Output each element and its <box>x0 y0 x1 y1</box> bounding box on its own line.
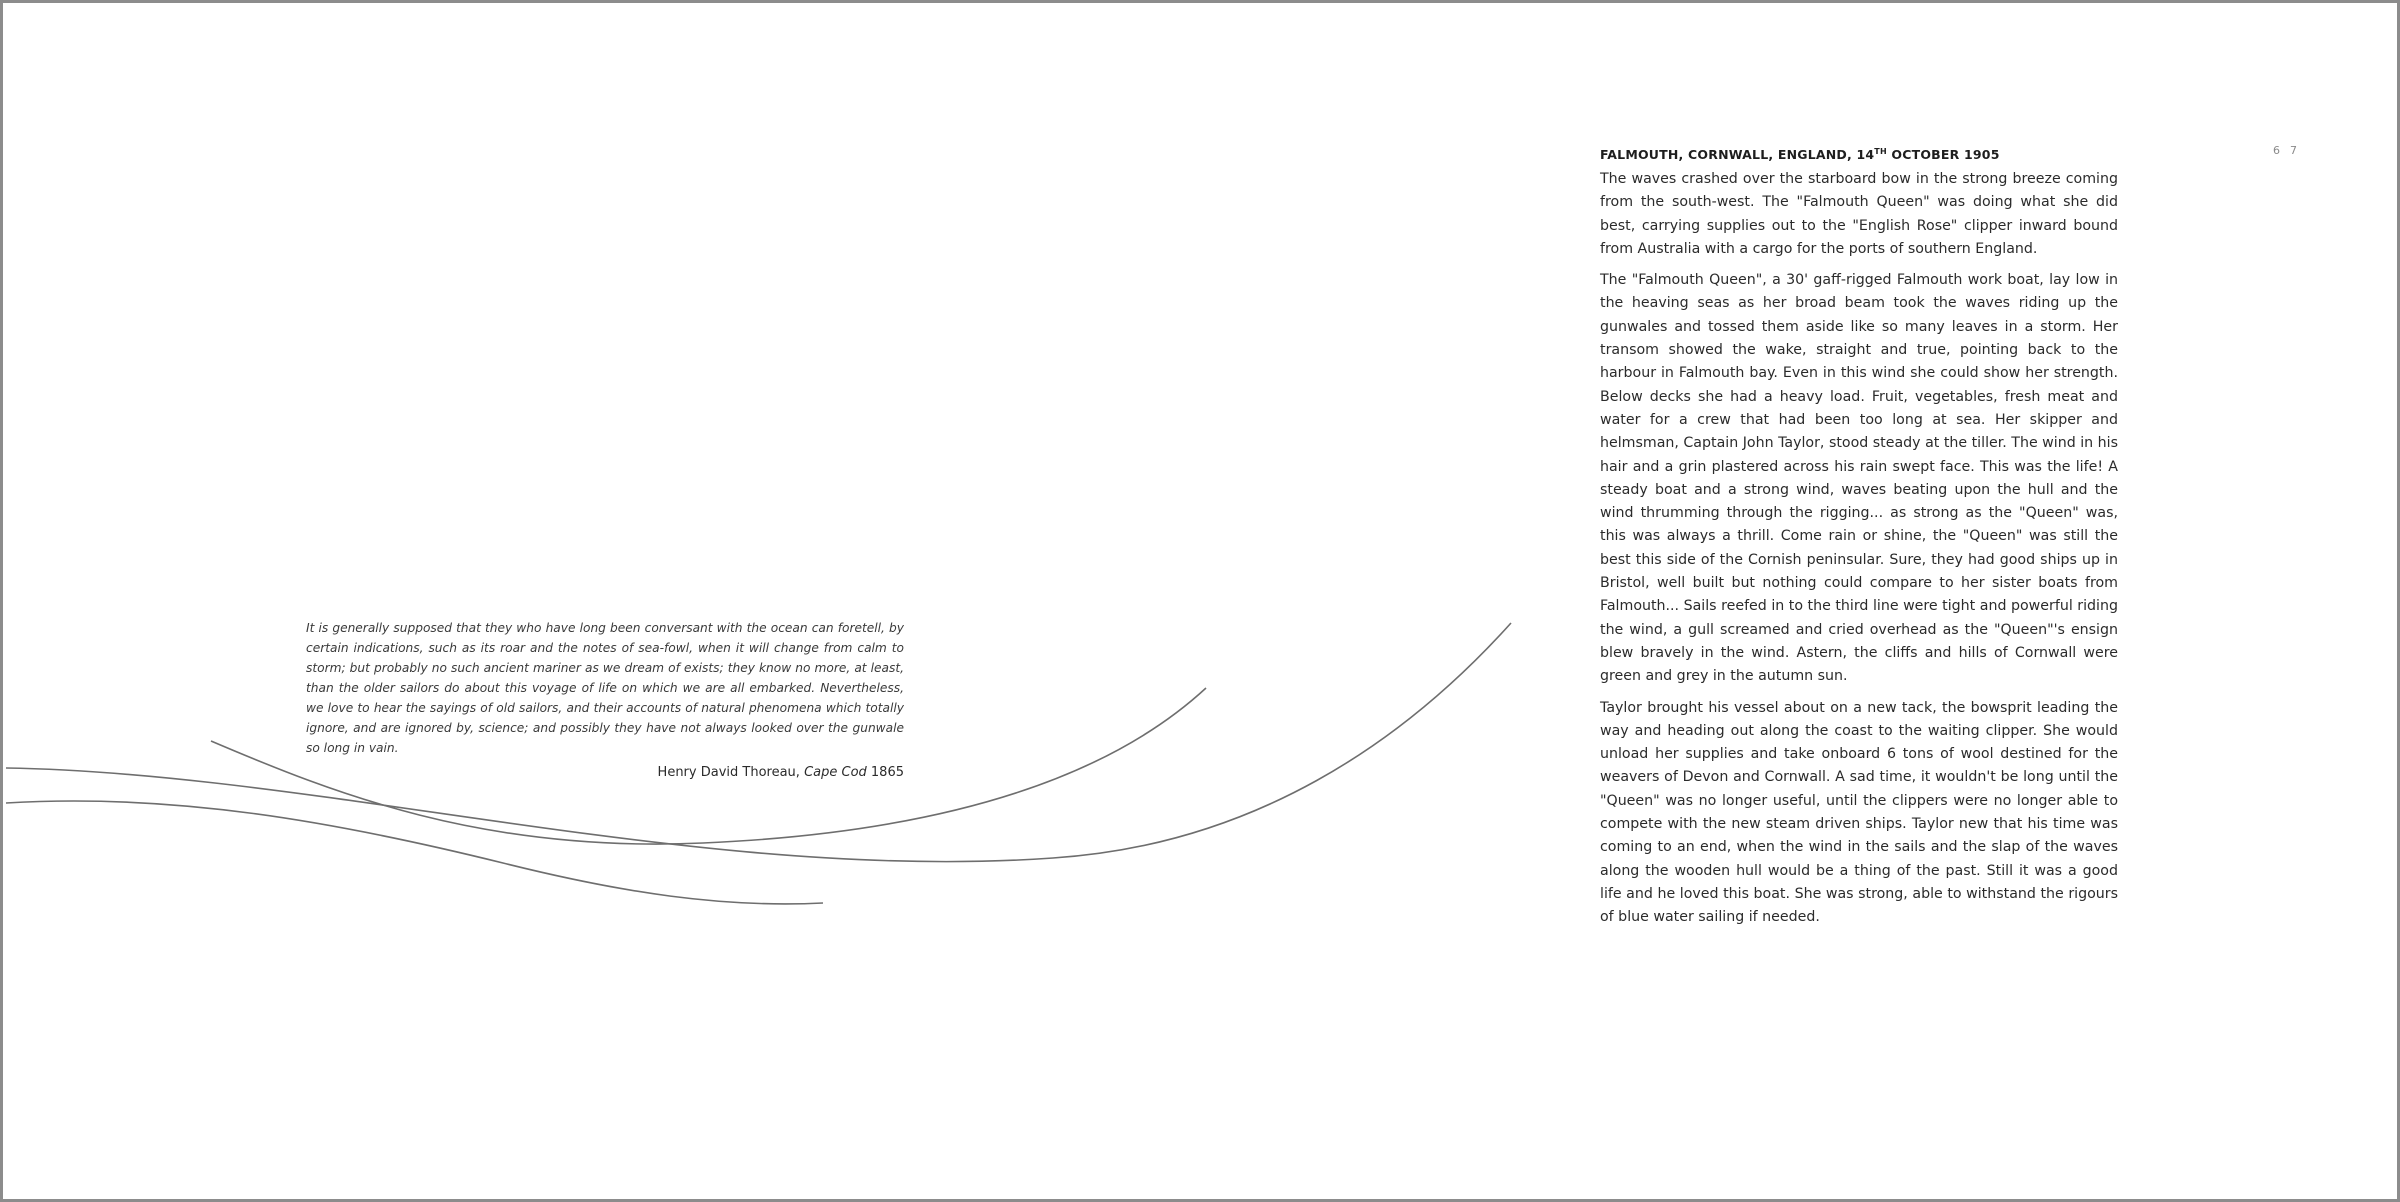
epigraph-quote <box>306 618 904 780</box>
story-column <box>1600 143 2118 938</box>
quote-attribution <box>306 765 904 780</box>
quote-text: It is generally supposed that they who have long been conversant with the ocean can foretell, by certain indications, such as its roar and the notes of sea-fowl, when it will change from calm to storm; but probably no such ancient mariner as we dream of exists; they know no more, at least, than the older sailors do about this voyage of life on which we are all embarked. Nevertheless, we love to hear the sayings of old sailors, and their accounts of natural phenomena which totally ignore, and are ignored by, science; and possibly they have not always looked over the gunwale so long in vain. <box>306 621 904 755</box>
story-paragraph-2: The "Falmouth Queen", a 30' gaff-rigged Falmouth work boat, lay low in the heaving seas as her broad beam took the waves riding up the gunwales and tossed them aside like so many leaves in a storm. Her transom showed the wake, straight and true, pointing back to the harbour in Falmouth bay. Even in this wind she could show her strength. Below decks she had a heavy load. Fruit, vegetables, fresh meat and water for a crew that had been too long at sea. Her skipper and helmsman, Captain John Taylor, stood steady at the tiller. The wind in his hair and a grin plastered across his rain swept face. This was the life! A steady boat and a strong wind, waves beating upon the hull and the wind thrumming through the rigging... as strong as the "Queen" was, this was always a thrill. Come rain or shine, the "Queen" was still the best this side of the Cornish peninsular. Sure, they had good ships up in Bristol, well built but nothing could compare to her sister boats from Falmouth... Sails reefed in to the third line were tight and powerful riding the wind, a gull screamed and cried overhead as the "Queen"'s ensign blew bravely in the wind. Astern, the cliffs and hills of Cornwall were green and grey in the autumn sun. <box>1600 272 2119 685</box>
story-paragraph-1: The waves crashed over the starboard bow in the strong breeze coming from the south-west. The "Falmouth Queen" was doing what she did best, carrying supplies out to the "English Rose" clipper inward bound from Australia with a cargo for the ports of southern England. <box>1600 171 2118 257</box>
quote-year: 1865 <box>866 765 904 780</box>
page-number-left: 6 <box>2273 144 2281 157</box>
page-number-right: 7 <box>2290 144 2298 157</box>
heading-main: FALMOUTH, CORNWALL, ENGLAND, 14 <box>1600 147 1875 162</box>
wave-line-lower <box>6 801 823 904</box>
page-numbers <box>2273 144 2307 157</box>
quote-book-title: Cape Cod <box>804 765 867 780</box>
heading-ordinal: TH <box>1874 147 1887 156</box>
heading-end: OCTOBER 1905 <box>1886 147 2000 162</box>
story-heading <box>1600 143 2118 167</box>
quote-author: Henry David Thoreau, <box>657 765 805 780</box>
story-paragraph-3: Taylor brought his vessel about on a new tack, the bowsprit leading the way and heading out along the coast to the waiting clipper. She would unload her supplies and take onboard 6 tons of wool destined for the weavers of Devon and Cornwall. A sad time, it wouldn't be long until the "Queen" was no longer useful, until the clippers were no longer able to compete with the new steam driven ships. Taylor new that his time was coming to an end, when the wind in the sails and the slap of the waves along the wooden hull would be a thing of the past. Still it was a good life and he loved this boat. She was strong, able to withstand the rigours of blue water sailing if needed. <box>1600 699 2118 926</box>
